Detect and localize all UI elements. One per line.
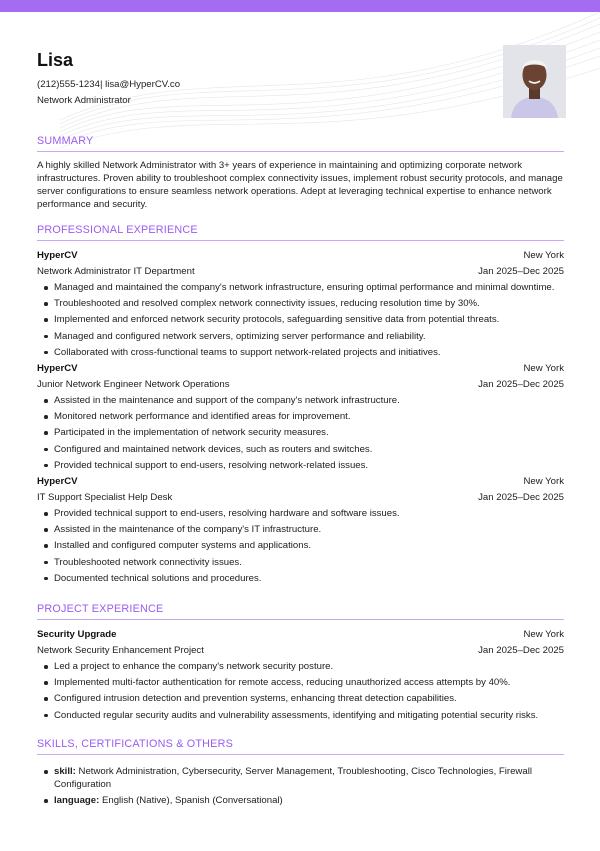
contact-line: (212)555-1234| lisa@HyperCV.co: [37, 79, 181, 90]
job-bullet: Implemented and enforced network security protocols, safeguarding sensitive data from potential threats.: [44, 312, 564, 328]
summary-text: A highly skilled Network Administrator with 3+ years of experience in maintaining and optimizing corporate network infrastructures. Proven ability to troubleshoot complex connectivity issues, implement robust security protocols, and manage server configurations to ensure seamless network operations. Adept at leveraging technical expertise to enhance network performance and security.: [37, 160, 563, 210]
job-bullet: Installed and configured computer systems and applications.: [44, 538, 564, 554]
skills-item: [44, 765, 564, 791]
experience-entry: [37, 361, 564, 474]
profile-photo: [503, 45, 566, 118]
job-bullet: Configured and maintained network devices, such as routers and switches.: [44, 442, 564, 458]
job-bullet: Managed and maintained the company's network infrastructure, ensuring optimal performance and minimal downtime.: [44, 280, 564, 296]
skills-heading: SKILLS, CERTIFICATIONS & OTHERS: [37, 738, 564, 755]
position-title: Network Administrator IT Department: [37, 266, 195, 277]
resume-header: [37, 50, 477, 109]
project-dates: Jan 2025–Dec 2025: [478, 645, 564, 656]
projects-heading: PROJECT EXPERIENCE: [37, 603, 564, 620]
job-bullet: Troubleshooted and resolved complex network connectivity issues, reducing resolution time by 30%.: [44, 296, 564, 312]
languages-item: [44, 794, 564, 807]
experience-heading: PROFESSIONAL EXPERIENCE: [37, 224, 564, 241]
languages-value: English (Native), Spanish (Conversational): [101, 795, 283, 806]
job-bullet: Provided technical support to end-users, resolving hardware and software issues.: [44, 506, 564, 522]
job-dates: Jan 2025–Dec 2025: [478, 379, 564, 391]
job-bullet: Provided technical support to end-users, resolving network-related issues.: [44, 458, 564, 474]
job-dates: Jan 2025–Dec 2025: [478, 266, 564, 277]
project-name: Security Upgrade: [37, 629, 117, 640]
languages-label: language:: [54, 795, 100, 806]
experience-entry: [37, 474, 564, 587]
skills-label: skill:: [54, 766, 76, 777]
experience-entry: [37, 248, 564, 361]
company-name: HyperCV: [37, 363, 78, 375]
job-dates: Jan 2025–Dec 2025: [478, 492, 564, 504]
job-location: New York: [523, 363, 564, 375]
job-bullet: Participated in the implementation of network security measures.: [44, 425, 564, 441]
project-bullet: Led a project to enhance the company's network security posture.: [44, 659, 564, 675]
job-bullet: Monitored network performance and identified areas for improvement.: [44, 409, 564, 425]
job-location: New York: [523, 250, 564, 261]
position-title: IT Support Specialist Help Desk: [37, 492, 173, 504]
company-name: HyperCV: [37, 250, 78, 261]
projects-section: [37, 603, 564, 724]
project-subtitle: Network Security Enhancement Project: [37, 645, 204, 656]
job-bullet: Collaborated with cross-functional teams to support network-related projects and initiatives.: [44, 345, 564, 361]
project-bullet: Configured intrusion detection and prevention systems, enhancing threat detection capabilities.: [44, 691, 564, 707]
job-bullet: Managed and configured network servers, optimizing server performance and reliability.: [44, 329, 564, 345]
skills-value: Network Administration, Cybersecurity, Server Management, Troubleshooting, Cisco Technologies, Firewall Configuration: [54, 766, 532, 790]
summary-heading: SUMMARY: [37, 135, 564, 152]
project-location: New York: [523, 629, 564, 640]
project-bullet: Conducted regular security audits and vulnerability assessments, identifying and mitigating potential security risks.: [44, 708, 564, 724]
project-entry: [37, 627, 564, 724]
company-name: HyperCV: [37, 476, 78, 488]
job-bullet: Troubleshooted network connectivity issues.: [44, 555, 564, 571]
job-bullet: Assisted in the maintenance and support of the company's network infrastructure.: [44, 393, 564, 409]
candidate-name: Lisa: [37, 50, 74, 70]
job-title: Network Administrator: [37, 95, 131, 106]
job-bullet: Assisted in the maintenance of the company's IT infrastructure.: [44, 522, 564, 538]
experience-section: [37, 224, 564, 587]
job-location: New York: [523, 476, 564, 488]
position-title: Junior Network Engineer Network Operations: [37, 379, 230, 391]
skills-section: [37, 738, 564, 810]
summary-section: [37, 135, 564, 211]
top-accent-bar: [0, 0, 600, 12]
project-bullet: Implemented multi-factor authentication for remote access, reducing unauthorized access attempts by 40%.: [44, 675, 564, 691]
job-bullet: Documented technical solutions and procedures.: [44, 571, 564, 587]
